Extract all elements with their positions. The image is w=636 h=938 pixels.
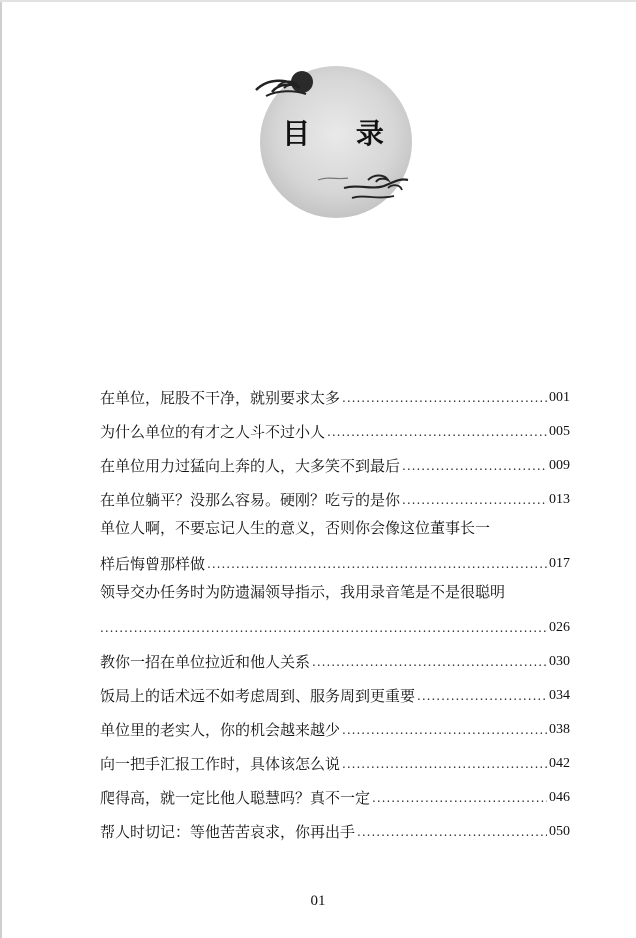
toc-entry-title: 向一把手汇报工作时，具体该怎么说 bbox=[100, 755, 341, 773]
toc-entry-page: 034 bbox=[549, 688, 570, 703]
toc-entry[interactable] bbox=[100, 808, 570, 842]
toc-leader-dots bbox=[342, 720, 547, 740]
toc-entry-title: 帮人时切记：等他苦苦哀求，你再出手 bbox=[100, 823, 356, 841]
toc-entry-page: 042 bbox=[549, 756, 570, 771]
toc-entry-page: 013 bbox=[549, 492, 570, 507]
toc-entry-page: 005 bbox=[549, 424, 570, 439]
page-number: 01 bbox=[310, 893, 326, 909]
toc-leader-dots bbox=[342, 388, 547, 408]
toc-entry[interactable] bbox=[100, 706, 570, 740]
toc-entry[interactable] bbox=[100, 638, 570, 672]
toc-entry-title: 教你一招在单位拉近和他人关系 bbox=[100, 653, 311, 671]
toc-entry-title: 在单位，屁股不干净，就别要求太多 bbox=[100, 389, 341, 407]
toc-leader-dots bbox=[207, 554, 547, 574]
toc-entry[interactable] bbox=[100, 574, 570, 638]
toc-leader-dots bbox=[402, 456, 547, 476]
toc-leader-dots bbox=[312, 652, 547, 672]
page-edge bbox=[0, 0, 2, 938]
toc-entry-page: 030 bbox=[549, 654, 570, 669]
toc-entry-title: 单位里的老实人，你的机会越来越少 bbox=[100, 721, 341, 739]
toc-entry[interactable] bbox=[100, 510, 570, 574]
toc-entry-title: 为什么单位的有才之人斗不过小人 bbox=[100, 423, 326, 441]
toc-entry-title: 爬得高，就一定比他人聪慧吗？真不一定 bbox=[100, 789, 371, 807]
toc-entry-title-continued: 样后悔曾那样做 bbox=[100, 555, 206, 573]
toc-entry-title: 单位人啊，不要忘记人生的意义，否则你会像这位董事长一 bbox=[100, 519, 491, 537]
toc-entry-page: 009 bbox=[549, 458, 570, 473]
toc-entry-title: 领导交办任务时为防遗漏领导指示，我用录音笔是不是很聪明 bbox=[100, 583, 506, 601]
toc-entry-page: 026 bbox=[549, 620, 570, 635]
toc-entry-page: 038 bbox=[549, 722, 570, 737]
page-edge-top bbox=[0, 0, 636, 2]
table-of-contents bbox=[100, 374, 570, 842]
toc-entry[interactable] bbox=[100, 774, 570, 808]
toc-leader-dots bbox=[327, 422, 547, 442]
toc-leader-dots bbox=[342, 754, 547, 774]
toc-entry-page: 017 bbox=[549, 556, 570, 571]
toc-entry-page: 001 bbox=[549, 390, 570, 405]
toc-leader-dots bbox=[402, 490, 547, 510]
toc-entry-title: 在单位躺平？没那么容易。硬刚？吃亏的是你 bbox=[100, 491, 401, 509]
toc-entry[interactable] bbox=[100, 476, 570, 510]
toc-leader-dots bbox=[100, 618, 547, 638]
toc-entry[interactable] bbox=[100, 672, 570, 706]
toc-entry-title: 在单位用力过猛向上奔的人，大多笑不到最后 bbox=[100, 457, 401, 475]
toc-entry[interactable] bbox=[100, 442, 570, 476]
page-title: 目 录 bbox=[282, 117, 402, 150]
toc-leader-dots bbox=[357, 822, 547, 842]
toc-entry[interactable] bbox=[100, 740, 570, 774]
toc-entry-title: 饭局上的话术远不如考虑周到、服务周到更重要 bbox=[100, 687, 416, 705]
toc-leader-dots bbox=[372, 788, 547, 808]
toc-entry-page: 050 bbox=[549, 824, 570, 839]
toc-entry[interactable] bbox=[100, 408, 570, 442]
toc-entry-page: 046 bbox=[549, 790, 570, 805]
toc-leader-dots bbox=[417, 686, 547, 706]
toc-entry[interactable] bbox=[100, 374, 570, 408]
